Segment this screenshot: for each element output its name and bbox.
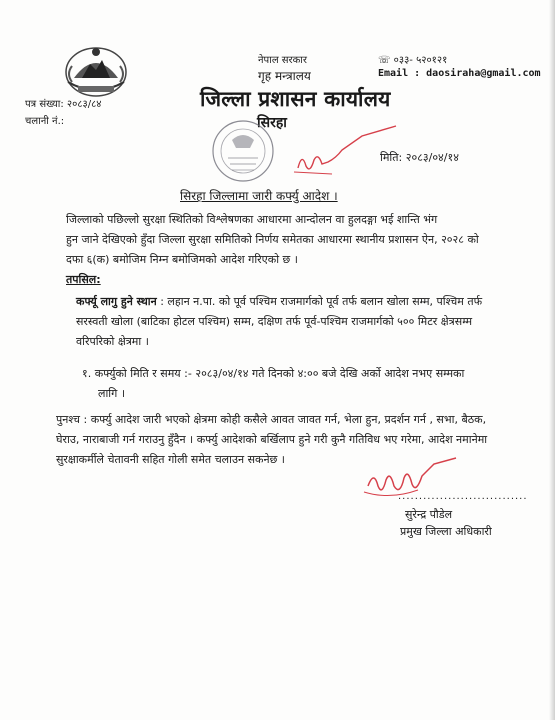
curfew-time-line-2: लागि । [98, 387, 126, 400]
note-line-3: सुरक्षाकर्मीले चेतावनी सहित गोली समेत चलाउन सकनेछ । [56, 453, 285, 466]
office-title: जिल्ला प्रशासन कार्यालय [200, 87, 391, 111]
note-line-2: घेराउ, नाराबाजी गर्न गराउनु हुँदैन । कर्फ्यु आदेशको बर्खिलाप हुने गरी कुनै गतिविध भए गरेमा, आदेश नमानेमा [56, 433, 488, 446]
letter-subject: सिरहा जिल्लामा जारी कर्फ्यु आदेश । [180, 189, 338, 203]
body-line-2: हुन जाने देखिएको हुँदा जिल्ला सुरक्षा समितिको निर्णय समेतका आधारमा स्थानीय प्रशासन ऐन, २०२८ को [66, 233, 479, 246]
curfew-place-label: कर्फ्यू लागु हुने स्थान [76, 295, 157, 308]
signature-line: ............................... [398, 491, 528, 502]
curfew-time-line-1: १. कर्फ्युको मिति र समय :- २०८३/०४/१४ गते दिनको ४:०० बजे देखि अर्को आदेश नभए सम्मका [82, 367, 465, 380]
nepal-emblem-icon [60, 38, 132, 100]
curfew-place-line-3: वरिपरिको क्षेत्रमा । [76, 335, 149, 348]
page-edge-shadow [549, 0, 555, 720]
email-address: Email : daosiraha@gmail.com [378, 68, 541, 79]
curfew-place-line-2: सरस्वती खोला (बाटिका होटल पश्चिम) सम्म, दक्षिण तर्फ पूर्व-पश्चिम राजमार्गको ५०० मिटर क्षेत्रसम्म [76, 315, 473, 328]
signer-title: प्रमुख जिल्ला अधिकारी [400, 525, 492, 538]
details-heading: तपसिल: [66, 273, 101, 286]
curfew-place-text: : लहान न.पा. को पूर्व पश्चिम राजमार्गको पूर्व तर्फ बलान खोला सम्म, पश्चिम तर्फ [160, 295, 483, 308]
body-line-3: दफा ६(क) बमोजिम निम्न बमोजिमको आदेश गरिएको छ । [66, 253, 298, 266]
body-line-1: जिल्लाको पछिल्लो सुरक्षा स्थितिको विश्लेषणका आधारमा आन्दोलन वा हुलदङ्गा भई शान्ति भंग [66, 213, 438, 226]
curfew-place-line-1 [76, 292, 482, 312]
phone-number: ☏ ०३३- ५२०१२१ [378, 55, 448, 66]
signer-name: सुरेन्द्र पौडेल [405, 508, 453, 521]
district-name: सिरहा [257, 115, 287, 131]
ministry-name: गृह मन्त्रालय [258, 69, 311, 83]
government-name: नेपाल सरकार [258, 55, 307, 66]
note-line-1: पुनश्च : कर्फ्यु आदेश जारी भएको क्षेत्रमा कोही कसैले आवत जावत गर्न, भेला हुन, प्रदर्शन गर्न , सभा, बैठक, [56, 413, 487, 426]
dispatch-number: चलानी नं.: [25, 116, 65, 127]
reference-number: पत्र संख्या: २०८३/८४ [25, 99, 102, 110]
letter-date: मिति: २०८३/०४/१४ [380, 151, 459, 164]
office-stamp-icon [204, 118, 282, 184]
